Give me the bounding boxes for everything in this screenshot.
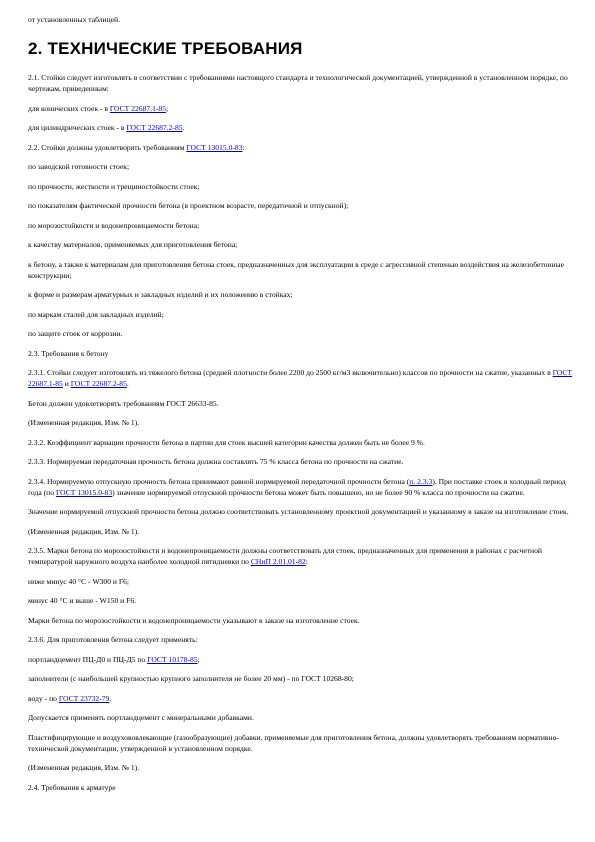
document-page <box>28 14 576 801</box>
clause-text: ; <box>197 654 200 664</box>
snip-link[interactable]: СНиП 2.01.01-82 <box>250 557 306 566</box>
amendment-note: (Измененная редакция, Изм. № 1). <box>28 418 140 427</box>
list-item: к качеству материалов, применяемых для приготовления бетона; <box>28 240 238 249</box>
clause-text: воду - по <box>28 693 59 703</box>
clause-2-3-title: 2.3. Требования к бетону <box>28 348 109 358</box>
clause-text: для цилиндрических стоек - в <box>28 123 127 132</box>
clause-text: ) значение нормируемой отпускной прочности бетона может быть повышено, но не более 90 % класса по прочности на сжатие. <box>112 487 525 497</box>
clause-text: ; <box>166 103 169 113</box>
clause-2-2 <box>28 142 576 153</box>
list-item: к форме и размерам арматурных и закладных изделий и их положению в стойках; <box>28 290 293 299</box>
clause-2-1 <box>28 72 576 94</box>
clause-text: и <box>62 379 71 388</box>
amendment-note: (Измененная редакция, Изм. № 1). <box>28 526 140 536</box>
concrete-requirement: Бетон должен удовлетворять требованиям ГОСТ 26633-85. <box>28 398 219 408</box>
clause-text: . <box>109 693 112 703</box>
clause-text: 2.3.1. Стойки следует изготовлять из тяжелого бетона (средней плотности более 2200 до 2500 кг/м3 включительно) классов по прочности на сжатие, указанных в <box>28 368 553 377</box>
gost-13015-link[interactable]: ГОСТ 13015.0-83 <box>55 487 113 497</box>
strength-value-note: Значение нормируемой отпускной прочности бетона должно соответствовать установленному проектной документацией и указанному в заказе на изготовление стоек. <box>28 507 569 516</box>
clause-text: . <box>182 123 185 132</box>
cement-item <box>28 654 576 665</box>
section-heading: 2. ТЕХНИЧЕСКИЕ ТРЕБОВАНИЯ <box>28 39 303 58</box>
gost-13015-link[interactable]: ГОСТ 13015.0-83 <box>186 142 243 152</box>
list-item: по маркам сталей для закладных изделий; <box>28 309 164 319</box>
clause-2-3-4 <box>28 476 576 498</box>
clause-text: для конических стоек - в <box>28 103 110 113</box>
clause-2-3-3: 2.3.3. Нормируемая передаточная прочность бетона должна составлять 75 % класса бетона по прочности на сжатие. <box>28 457 404 466</box>
list-item: по заводской готовности стоек; <box>28 162 130 171</box>
clause-2-3-5 <box>28 545 576 567</box>
clause-2-1-text: 2.1. Стойки следует изготовлять в соответствии с требованиями настоящего стандарта и технологической документацией, утвержденной в установленном порядке, по чертежам, приведенным: <box>28 73 568 93</box>
clause-text: портландцемент ПЦ-Д0 и ПЦ-Д5 по <box>28 654 148 664</box>
clause-2-1-cylindrical <box>28 122 576 133</box>
gost-22687-1-link[interactable]: ГОСТ 22687.1-85 <box>109 103 167 113</box>
grades-note: Марки бетона по морозостойкости и водонепроницаемости указывают в заказе на изготовление стоек. <box>28 615 360 625</box>
list-item: по защите стоек от коррозии. <box>28 329 123 338</box>
water-item <box>28 693 576 704</box>
gost-22687-2-link[interactable]: ГОСТ 22687.2-85 <box>126 123 183 132</box>
clause-text: 2.2. Стойки должны удовлетворять требованиям <box>28 142 187 152</box>
list-item: по прочности, жесткости и трещиностойкости стоек; <box>28 181 200 191</box>
clause-2-4-title: 2.4. Требования к арматуре <box>28 782 116 792</box>
clause-2-3-1 <box>28 367 576 389</box>
clause-text: 2.3.5. Марки бетона по морозостойкости и водонепроницаемости должны соответствовать для стоек, предназначенных для применения в районах с расчетной температурой наружного воздуха наиболее холодной пятидневки по <box>28 546 542 566</box>
amendment-note: (Измененная редакция, Изм. № 1). <box>28 763 140 772</box>
aggregates-item: заполнители (с наибольшей крупностью крупного заполнителя не более 20 мм) - по ГОСТ 10268-80; <box>28 674 354 683</box>
clause-2-3-3-link[interactable]: п. 2.3.3 <box>409 476 433 486</box>
clause-text: ). При поставке стоек в холодный период года (по <box>28 476 566 497</box>
list-item: к бетону, а также к материалам для приготовления бетона стоек, предназначенных для эксплуатации в среде с агрессивной степенью воздействия на железобетонные конструкции; <box>28 259 564 280</box>
list-item: минус 40 °С и выше - W150 и F6. <box>28 596 137 605</box>
clause-text: 2.3.4. Нормируемую отпускную прочность бетона принимают равной нормируемой передаточной прочности бетона ( <box>28 476 410 486</box>
clause-2-1-conical <box>28 103 576 114</box>
clause-text: : <box>242 142 245 152</box>
list-item: по показателям фактической прочности бетона (в проектном возрасте, передаточной и отпускной); <box>28 201 349 210</box>
gost-22687-1-link[interactable]: ГОСТ 22687.1-85 <box>28 368 573 388</box>
plasticizers-note: Пластифицирующие и воздухововлекающие (газообразующие) добавки, применяемые для приготовления бетона, должны удовлетворять требованиям нормативно-технической документации, утвержденной в установленном порядке. <box>28 732 559 753</box>
gost-23732-link[interactable]: ГОСТ 23732-79 <box>58 693 110 703</box>
clause-text: . <box>126 379 129 388</box>
gost-22687-2-link[interactable]: ГОСТ 22687.2-85 <box>70 379 127 388</box>
additives-allowed: Допускается применять портландцемент с минеральными добавками. <box>28 713 254 722</box>
clause-text: : <box>305 557 308 566</box>
clause-2-3-6: 2.3.6. Для приготовления бетона следует применять: <box>28 635 198 644</box>
list-item: по морозостойкости и водонепроницаемости бетона; <box>28 220 200 230</box>
list-item: ниже минус 40 °С - W300 и F6; <box>28 576 130 586</box>
gost-10178-link[interactable]: ГОСТ 10178-85 <box>147 654 198 664</box>
intro-text: от установленных таблицей. <box>28 15 120 24</box>
clause-2-3-2: 2.3.2. Коэффициент вариации прочности бетона в партии для стоек высшей категории качества должен быть не более 9 %. <box>28 437 425 447</box>
